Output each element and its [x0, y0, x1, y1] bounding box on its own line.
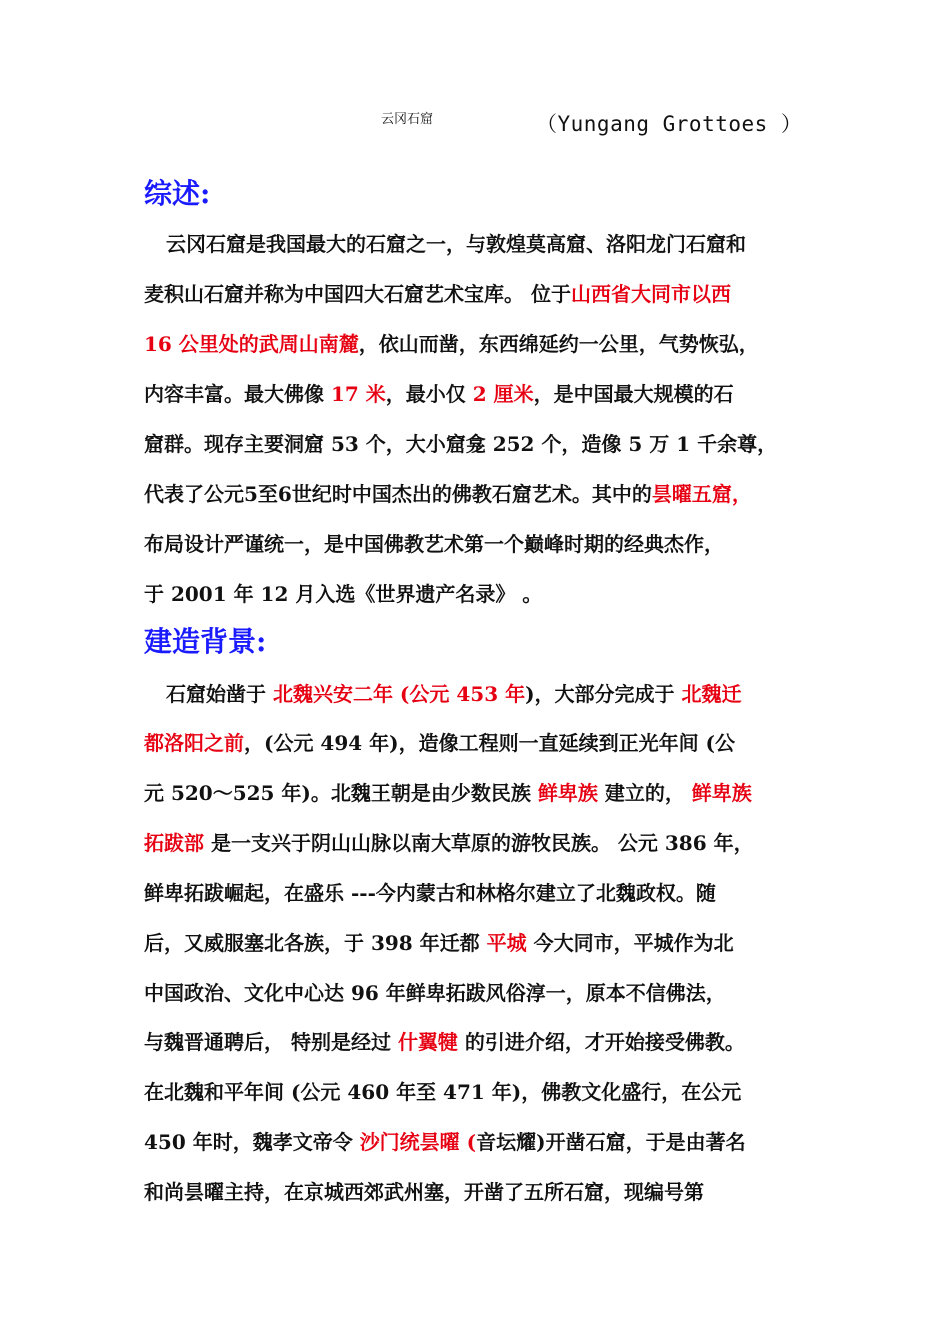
body-text: ，最小仅 — [385, 382, 473, 406]
paragraph-line — [144, 779, 752, 807]
highlighted-text: 鲜卑族 — [691, 781, 752, 805]
body-text: 石窟始凿于 — [166, 682, 273, 706]
body-text: 在北魏和平年间 (公元 460 年至 471 年)，佛教文化盛行，在公元 — [144, 1080, 742, 1104]
body-text: 和尚昙曜主持，在京城西郊武州塞，开凿了五所石窟，现编号第 — [144, 1180, 704, 1204]
body-text: 云冈石窟是我国最大的石窟之一，与敦煌莫高窟、洛阳龙门石窟和 — [166, 232, 746, 256]
document-title-cn: 云冈石窟 — [381, 112, 434, 127]
body-text: )，大部分完成于 — [525, 682, 682, 706]
body-text: 后，又威服塞北各族，于 398 年迁都 — [144, 931, 487, 955]
paragraph-line — [166, 230, 746, 258]
paragraph-line — [144, 380, 734, 408]
paragraph-line — [144, 530, 724, 558]
body-text: 代表了公元5至6世纪时中国杰出的佛教石窟艺术。其中的 — [144, 482, 652, 506]
paragraph-line — [144, 280, 731, 308]
paragraph-line — [144, 929, 734, 957]
paragraph-line — [144, 829, 754, 857]
paragraph-line — [144, 1028, 745, 1056]
highlighted-text: 沙门统昙曜 ( — [359, 1130, 477, 1154]
body-text: 与魏晋通聘后， 特别是经过 — [144, 1030, 398, 1054]
body-text: 窟群。现存主要洞窟 53 个，大小窟龛 252 个，造像 5 万 1 千余尊， — [144, 432, 778, 456]
highlighted-text: 鲜卑族 — [537, 781, 598, 805]
highlighted-text: 北魏兴安二年 (公元 453 年 — [272, 682, 526, 706]
section-heading: 建造背景: — [144, 625, 267, 658]
body-text: 内容丰富。最大佛像 — [144, 382, 331, 406]
body-text: 麦积山石窟并称为中国四大石窟艺术宝库。 位于 — [144, 282, 571, 306]
paragraph-line — [144, 330, 759, 358]
paragraph-line — [144, 729, 735, 757]
highlighted-text: 北魏迁 — [681, 682, 742, 706]
highlighted-text: 都洛阳之前 — [144, 731, 244, 755]
paragraph-line — [144, 480, 752, 508]
highlighted-text: 17 米 — [330, 382, 386, 406]
paragraph-line — [166, 680, 742, 708]
body-text: 的引进介绍，才开始接受佛教。 — [457, 1030, 745, 1054]
body-text: 鲜卑拓跋崛起，在盛乐 ---今内蒙古和林格尔建立了北魏政权。随 — [144, 881, 716, 905]
body-text: 元 520～525 年)。北魏王朝是由少数民族 — [144, 781, 538, 805]
body-text: ，是中国最大规模的石 — [533, 382, 734, 406]
highlighted-text: 16 公里处的武周山南麓 — [144, 332, 359, 356]
body-text: 中国政治、文化中心达 96 年鲜卑拓跋风俗淳一，原本不信佛法， — [144, 981, 726, 1005]
highlighted-text: 2 厘米 — [472, 382, 534, 406]
body-text: 布局设计严谨统一，是中国佛教艺术第一个巅峰时期的经典杰作， — [144, 532, 724, 556]
body-text: ，依山而凿，东西绵延约一公里，气势恢弘， — [358, 332, 759, 356]
paragraph-line — [144, 1178, 704, 1206]
document-title-en: （Yungang Grottoes ） — [536, 112, 803, 136]
body-text: 450 年时，魏孝文帝令 — [144, 1130, 360, 1154]
paragraph-line — [144, 1128, 746, 1156]
body-text: 音坛耀)开凿石窟，于是由著名 — [476, 1130, 746, 1154]
paragraph-line — [144, 879, 716, 907]
section-heading: 综述: — [144, 177, 211, 210]
paragraph-line — [144, 430, 777, 458]
highlighted-text: 什翼犍 — [397, 1030, 458, 1054]
highlighted-text: 山西省大同市以西 — [570, 282, 731, 306]
paragraph-line — [144, 1078, 741, 1106]
body-text: 今大同市，平城作为北 — [526, 931, 734, 955]
body-text: ，(公元 494 年)，造像工程则一直延续到正光年间 (公 — [244, 731, 736, 755]
body-text: 建立的， — [597, 781, 692, 805]
paragraph-line — [144, 580, 542, 608]
paragraph-line — [144, 979, 726, 1007]
highlighted-text: 拓跋部 — [144, 831, 204, 855]
highlighted-text: 平城 — [486, 931, 527, 955]
body-text: 是一支兴于阴山山脉以南大草原的游牧民族。 公元 386 年， — [204, 831, 754, 855]
body-text: 于 2001 年 12 月入选《世界遗产名录》 。 — [144, 582, 543, 606]
highlighted-text: 昙曜五窟， — [651, 482, 752, 506]
